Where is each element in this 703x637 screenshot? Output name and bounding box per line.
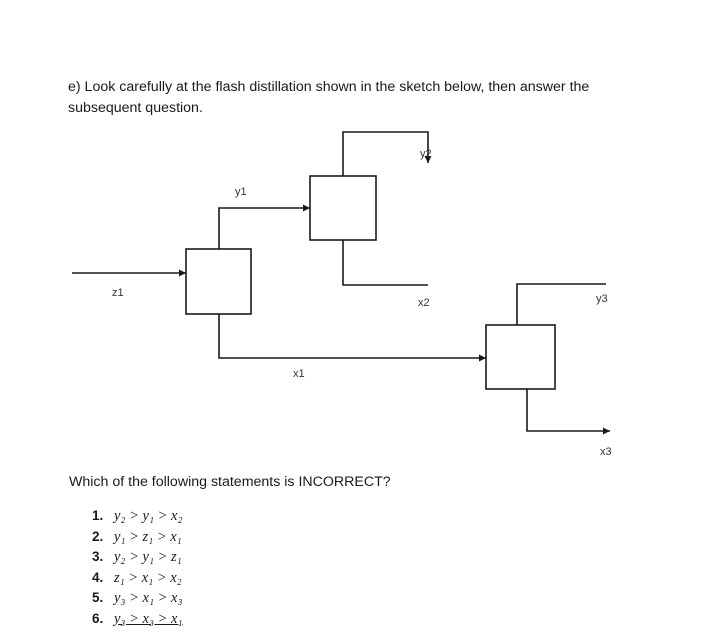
liquid-line-x1 xyxy=(219,314,486,358)
option-2-text: y₁ > z₁ > x₁ xyxy=(114,528,182,545)
liquid-line-x3 xyxy=(527,389,610,431)
option-5: 5. y₃ > x₁ > x₃ xyxy=(92,590,183,606)
option-1-text: y₂ > y₁ > x₂ xyxy=(114,508,183,524)
vapor-arrow-y1 xyxy=(303,205,310,212)
option-5-text: y₃ > x₁ > x₃ xyxy=(114,590,183,606)
label-z1: z1 xyxy=(112,287,124,299)
option-4-text: z₁ > x₁ > x₂ xyxy=(114,569,182,586)
vapor-line-y2 xyxy=(343,132,428,176)
answer-options xyxy=(92,506,183,629)
option-4: 4. z₁ > x₁ > x₂ xyxy=(92,569,182,586)
vapor-line-y3 xyxy=(517,284,606,325)
question-prompt: e) Look carefully at the flash distillation shown in the sketch below, then answer the subsequent question. xyxy=(68,79,590,116)
liquid-line-x2 xyxy=(343,240,428,285)
label-y3: y3 xyxy=(596,293,608,305)
label-y1: y1 xyxy=(235,186,247,198)
option-6-text: y₃ > x₃ > x₁ xyxy=(114,610,183,627)
label-y2: y2 xyxy=(420,148,432,160)
label-x2: x2 xyxy=(418,297,430,309)
option-1: 1. y₂ > y₁ > x₂ xyxy=(92,508,183,524)
flash-drum-2 xyxy=(310,176,376,240)
liquid-arrow-x3 xyxy=(603,428,610,435)
option-3: 3. y₂ > y₁ > z₁ xyxy=(92,549,182,565)
flash-drum-1 xyxy=(186,249,251,314)
flash-drum-3 xyxy=(486,325,555,389)
vapor-line-y1 xyxy=(219,208,310,249)
liquid-arrow-x1 xyxy=(479,355,486,362)
question-text: Which of the following statements is INCORRECT? xyxy=(69,474,391,490)
option-6: 6. y₃ > x₃ > x₁ xyxy=(92,610,183,627)
option-2: 2. y₁ > z₁ > x₁ xyxy=(92,528,182,545)
option-3-text: y₂ > y₁ > z₁ xyxy=(114,549,182,565)
label-x3: x3 xyxy=(600,446,612,458)
feed-arrow xyxy=(179,270,186,277)
label-x1: x1 xyxy=(293,368,305,380)
